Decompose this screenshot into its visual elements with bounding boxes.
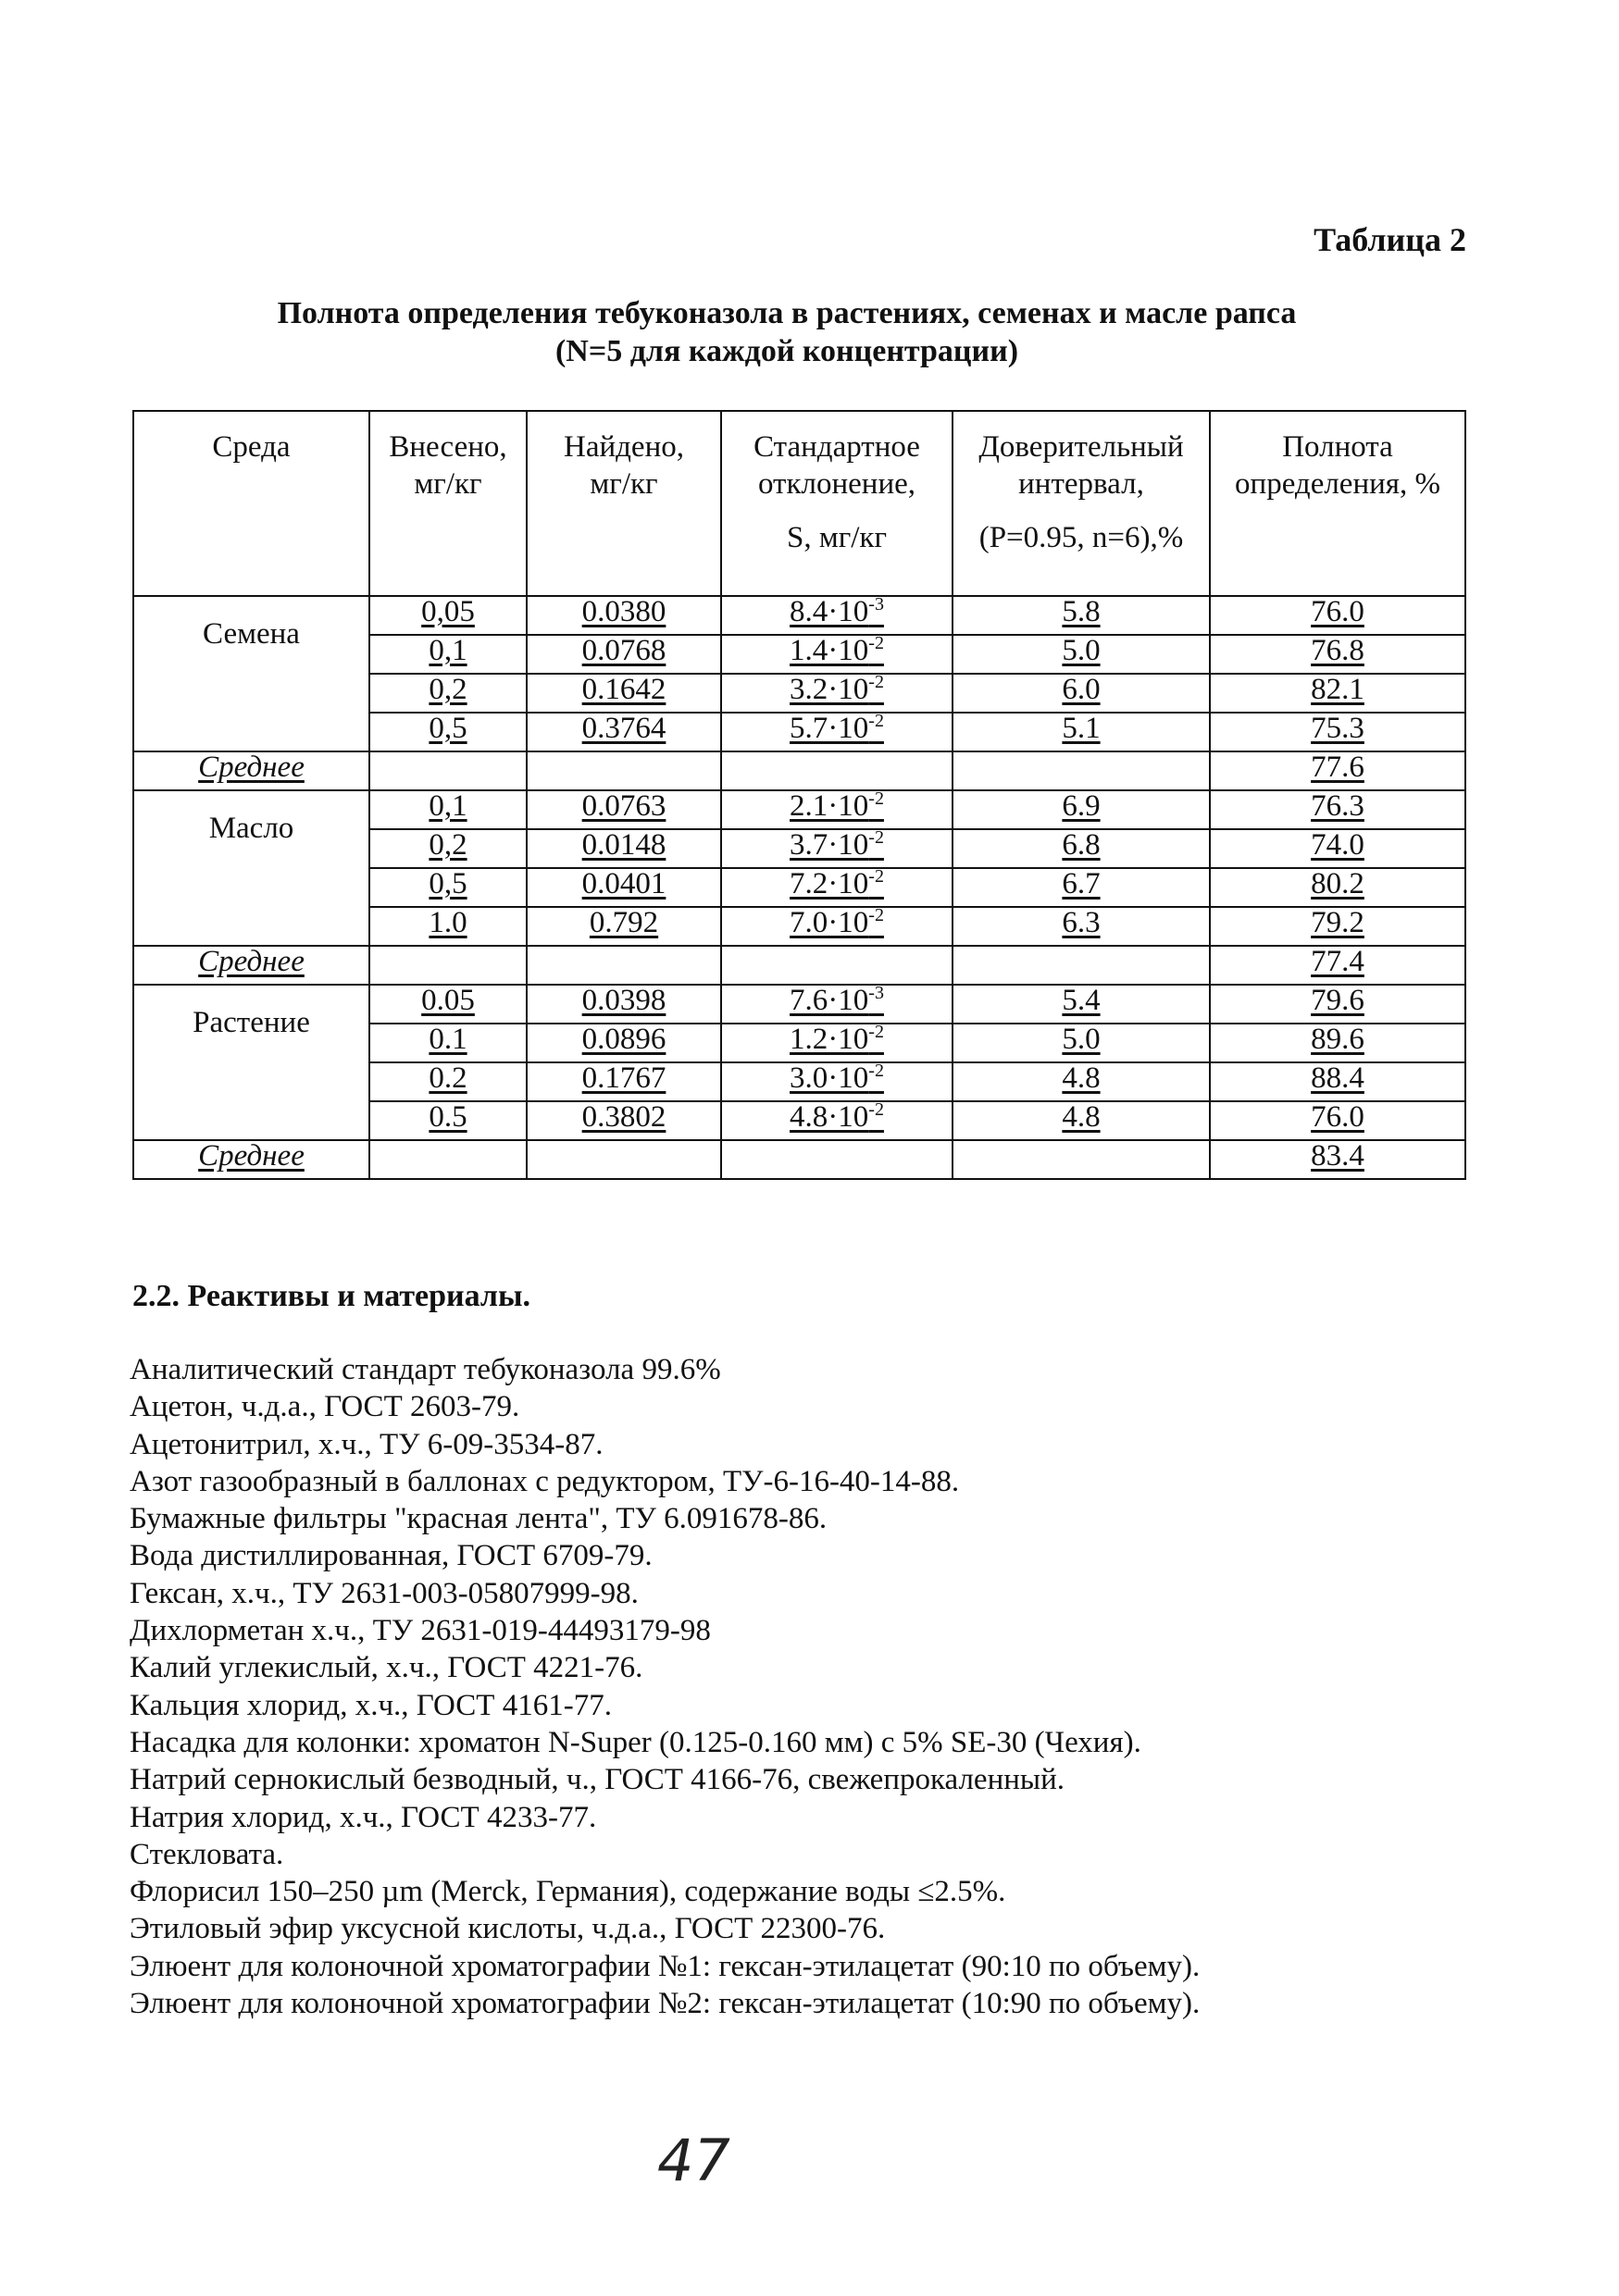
material-item: Натрий сернокислый безводный, ч., ГОСТ 4166-76, свежепрокаленный. bbox=[130, 1763, 1065, 1797]
empty-cell bbox=[527, 946, 721, 985]
added-cell: 0,05 bbox=[369, 596, 527, 635]
materials-list bbox=[130, 1351, 1472, 2022]
recovery-cell: 75.3 bbox=[1210, 713, 1465, 751]
empty-cell bbox=[953, 751, 1210, 790]
found-cell: 0.0148 bbox=[527, 829, 721, 868]
added-cell: 0,5 bbox=[369, 868, 527, 907]
table-row bbox=[133, 596, 1465, 635]
average-value: 77.6 bbox=[1210, 751, 1465, 790]
material-item: Насадка для колонки: хроматон N-Super (0.125-0.160 мм) с 5% SE-30 (Чехия). bbox=[130, 1725, 1141, 1759]
ci-cell: 5.8 bbox=[953, 596, 1210, 635]
std-dev-cell: $3.7\cdot 10^{-2}$ bbox=[721, 829, 953, 868]
average-label: Среднее bbox=[133, 751, 369, 790]
material-item: Гексан, х.ч., ТУ 2631-003-05807999-98. bbox=[130, 1576, 639, 1610]
found-cell: 0.0380 bbox=[527, 596, 721, 635]
ci-cell: 5.0 bbox=[953, 635, 1210, 674]
average-label: Среднее bbox=[133, 946, 369, 985]
found-cell: 0.1767 bbox=[527, 1062, 721, 1101]
header-added: Внесено, мг/кг bbox=[369, 411, 527, 596]
added-cell: 0,2 bbox=[369, 674, 527, 713]
found-cell: 0.0763 bbox=[527, 790, 721, 829]
found-cell: 0.3802 bbox=[527, 1101, 721, 1140]
material-item: Флорисил 150–250 µm (Merck, Германия), содержание воды ≤2.5%. bbox=[130, 1875, 1006, 1909]
average-row bbox=[133, 946, 1465, 985]
recovery-cell: 82.1 bbox=[1210, 674, 1465, 713]
found-cell: 0.1642 bbox=[527, 674, 721, 713]
found-cell: 0.0768 bbox=[527, 635, 721, 674]
empty-cell bbox=[721, 946, 953, 985]
std-dev-cell: $7.2\cdot 10^{-2}$ bbox=[721, 868, 953, 907]
std-dev-cell: $3.0\cdot 10^{-2}$ bbox=[721, 1062, 953, 1101]
std-dev-cell: $2.1\cdot 10^{-2}$ bbox=[721, 790, 953, 829]
section-heading: 2.2. Реактивы и материалы. bbox=[132, 1279, 531, 1313]
empty-cell bbox=[527, 751, 721, 790]
ci-cell: 6.8 bbox=[953, 829, 1210, 868]
material-item: Элюент для колоночной хроматографии №1: гексан-этилацетат (90:10 по объему). bbox=[130, 1949, 1201, 1983]
std-dev-cell: $1.2\cdot 10^{-2}$ bbox=[721, 1024, 953, 1062]
header-medium: Среда bbox=[133, 411, 369, 596]
average-value: 83.4 bbox=[1210, 1140, 1465, 1179]
material-item: Кальция хлорид, х.ч., ГОСТ 4161-77. bbox=[130, 1688, 612, 1722]
ci-cell: 4.8 bbox=[953, 1101, 1210, 1140]
recovery-cell: 79.2 bbox=[1210, 907, 1465, 946]
material-item: Натрия хлорид, х.ч., ГОСТ 4233-77. bbox=[130, 1800, 597, 1834]
empty-cell bbox=[721, 1140, 953, 1179]
recovery-cell: 89.6 bbox=[1210, 1024, 1465, 1062]
std-dev-cell: $3.2\cdot 10^{-2}$ bbox=[721, 674, 953, 713]
material-item: Аналитический стандарт тебуконазола 99.6% bbox=[130, 1353, 721, 1386]
added-cell: 0.2 bbox=[369, 1062, 527, 1101]
ci-cell: 4.8 bbox=[953, 1062, 1210, 1101]
recovery-cell: 74.0 bbox=[1210, 829, 1465, 868]
ci-cell: 6.9 bbox=[953, 790, 1210, 829]
empty-cell bbox=[721, 751, 953, 790]
found-cell: 0.0896 bbox=[527, 1024, 721, 1062]
found-cell: 0.0398 bbox=[527, 985, 721, 1024]
added-cell: 0,1 bbox=[369, 635, 527, 674]
empty-cell bbox=[369, 751, 527, 790]
page-number: 47 bbox=[657, 2127, 730, 2194]
material-item: Ацетон, ч.д.а., ГОСТ 2603-79. bbox=[130, 1390, 520, 1424]
empty-cell bbox=[369, 1140, 527, 1179]
material-item: Азот газообразный в баллонах с редуктором, ТУ-6-16-40-14-88. bbox=[130, 1464, 960, 1498]
std-dev-cell: $7.0\cdot 10^{-2}$ bbox=[721, 907, 953, 946]
material-item: Этиловый эфир уксусной кислоты, ч.д.а., ГОСТ 22300-76. bbox=[130, 1912, 886, 1946]
table-title bbox=[139, 294, 1435, 370]
recovery-cell: 76.3 bbox=[1210, 790, 1465, 829]
header-row bbox=[133, 411, 1465, 596]
std-dev-cell: $5.7\cdot 10^{-2}$ bbox=[721, 713, 953, 751]
medium-cell: Масло bbox=[133, 790, 369, 946]
table-title-line2: (N=5 для каждой концентрации) bbox=[554, 334, 1019, 368]
recovery-cell: 88.4 bbox=[1210, 1062, 1465, 1101]
recovery-cell: 80.2 bbox=[1210, 868, 1465, 907]
header-confidence-interval: Доверительный интервал, (P=0.95, n=6),% bbox=[953, 411, 1210, 596]
added-cell: 0.1 bbox=[369, 1024, 527, 1062]
average-row bbox=[133, 751, 1465, 790]
found-cell: 0.0401 bbox=[527, 868, 721, 907]
added-cell: 0,1 bbox=[369, 790, 527, 829]
found-cell: 0.792 bbox=[527, 907, 721, 946]
material-item: Элюент для колоночной хроматографии №2: гексан-этилацетат (10:90 по объему). bbox=[130, 1987, 1201, 2021]
std-dev-cell: $7.6\cdot 10^{-3}$ bbox=[721, 985, 953, 1024]
added-cell: 0,5 bbox=[369, 713, 527, 751]
header-std-dev: Стандартное отклонение, S, мг/кг bbox=[721, 411, 953, 596]
recovery-cell: 76.8 bbox=[1210, 635, 1465, 674]
std-dev-cell: $8.4\cdot 10^{-3}$ bbox=[721, 596, 953, 635]
material-item: Калий углекислый, х.ч., ГОСТ 4221-76. bbox=[130, 1651, 643, 1685]
empty-cell bbox=[953, 1140, 1210, 1179]
ci-cell: 6.0 bbox=[953, 674, 1210, 713]
empty-cell bbox=[953, 946, 1210, 985]
ci-cell: 5.4 bbox=[953, 985, 1210, 1024]
recovery-table bbox=[132, 410, 1466, 1180]
table-label: Таблица 2 bbox=[1314, 221, 1466, 258]
material-item: Ацетонитрил, х.ч., ТУ 6-09-3534-87. bbox=[130, 1427, 604, 1461]
ci-cell: 6.7 bbox=[953, 868, 1210, 907]
empty-cell bbox=[369, 946, 527, 985]
material-item: Дихлорметан х.ч., ТУ 2631-019-44493179-98 bbox=[130, 1614, 711, 1648]
table-body bbox=[133, 596, 1465, 1179]
added-cell: 0.05 bbox=[369, 985, 527, 1024]
std-dev-cell: $1.4\cdot 10^{-2}$ bbox=[721, 635, 953, 674]
recovery-cell: 79.6 bbox=[1210, 985, 1465, 1024]
added-cell: 0.5 bbox=[369, 1101, 527, 1140]
average-value: 77.4 bbox=[1210, 946, 1465, 985]
material-item: Стекловата. bbox=[130, 1837, 284, 1871]
average-row bbox=[133, 1140, 1465, 1179]
header-found: Найдено, мг/кг bbox=[527, 411, 721, 596]
medium-cell: Семена bbox=[133, 596, 369, 751]
recovery-cell: 76.0 bbox=[1210, 1101, 1465, 1140]
table-row bbox=[133, 790, 1465, 829]
table-row bbox=[133, 985, 1465, 1024]
material-item: Вода дистиллированная, ГОСТ 6709-79. bbox=[130, 1539, 653, 1573]
material-item: Бумажные фильтры "красная лента", ТУ 6.091678-86. bbox=[130, 1502, 828, 1536]
added-cell: 1.0 bbox=[369, 907, 527, 946]
empty-cell bbox=[527, 1140, 721, 1179]
std-dev-cell: $4.8\cdot 10^{-2}$ bbox=[721, 1101, 953, 1140]
average-label: Среднее bbox=[133, 1140, 369, 1179]
header-recovery: Полнота определения, % bbox=[1210, 411, 1465, 596]
ci-cell: 5.1 bbox=[953, 713, 1210, 751]
recovery-cell: 76.0 bbox=[1210, 596, 1465, 635]
added-cell: 0,2 bbox=[369, 829, 527, 868]
medium-cell: Растение bbox=[133, 985, 369, 1140]
ci-cell: 6.3 bbox=[953, 907, 1210, 946]
table-title-line1: Полнота определения тебуконазола в растениях, семенах и масле рапса bbox=[277, 296, 1297, 330]
ci-cell: 5.0 bbox=[953, 1024, 1210, 1062]
found-cell: 0.3764 bbox=[527, 713, 721, 751]
